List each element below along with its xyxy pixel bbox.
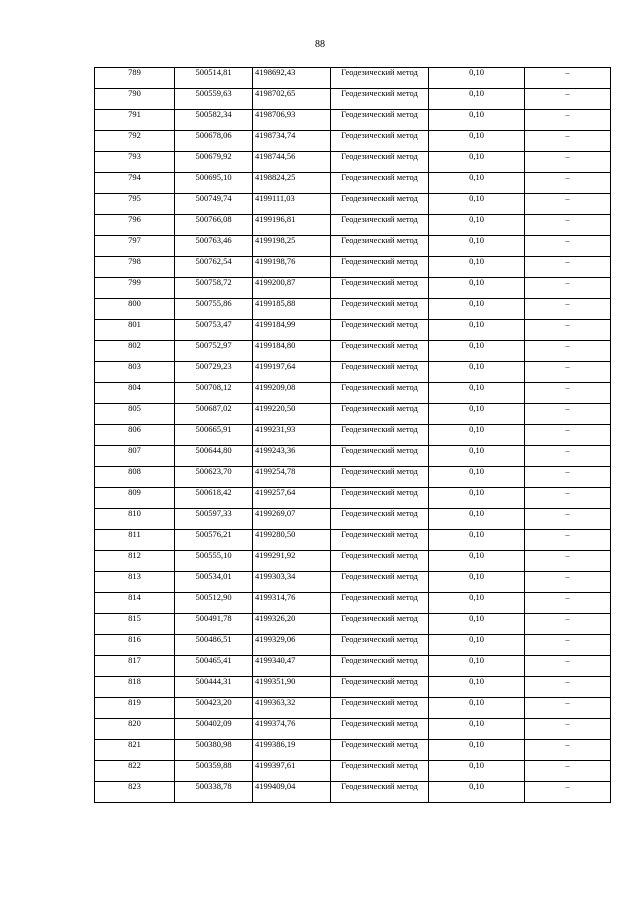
method-cell: Геодезический метод (331, 551, 429, 572)
y-coordinate-cell: 4198824,25 (253, 173, 331, 194)
method-cell: Геодезический метод (331, 593, 429, 614)
y-coordinate-cell: 4198734,74 (253, 131, 331, 152)
method-cell: Геодезический метод (331, 677, 429, 698)
description-cell: – (525, 278, 611, 299)
x-coordinate-cell: 500465,41 (175, 656, 253, 677)
description-cell: – (525, 404, 611, 425)
y-coordinate-cell: 4199269,07 (253, 509, 331, 530)
point-number-cell: 820 (95, 719, 175, 740)
y-coordinate-cell: 4199184,99 (253, 320, 331, 341)
x-coordinate-cell: 500623,70 (175, 467, 253, 488)
accuracy-cell: 0,10 (429, 341, 525, 362)
x-coordinate-cell: 500679,92 (175, 152, 253, 173)
point-number-cell: 818 (95, 677, 175, 698)
method-cell: Геодезический метод (331, 362, 429, 383)
method-cell: Геодезический метод (331, 404, 429, 425)
method-cell: Геодезический метод (331, 320, 429, 341)
accuracy-cell: 0,10 (429, 446, 525, 467)
table-row (95, 152, 611, 173)
description-cell: – (525, 110, 611, 131)
method-cell: Геодезический метод (331, 194, 429, 215)
description-cell: – (525, 740, 611, 761)
table-row (95, 173, 611, 194)
description-cell: – (525, 425, 611, 446)
x-coordinate-cell: 500514,81 (175, 68, 253, 89)
table-row (95, 362, 611, 383)
y-coordinate-cell: 4199185,88 (253, 299, 331, 320)
table-row (95, 110, 611, 131)
x-coordinate-cell: 500678,06 (175, 131, 253, 152)
point-number-cell: 807 (95, 446, 175, 467)
point-number-cell: 816 (95, 635, 175, 656)
description-cell: – (525, 215, 611, 236)
method-cell: Геодезический метод (331, 425, 429, 446)
y-coordinate-cell: 4199409,04 (253, 782, 331, 803)
table-row (95, 404, 611, 425)
description-cell: – (525, 488, 611, 509)
description-cell: – (525, 509, 611, 530)
accuracy-cell: 0,10 (429, 509, 525, 530)
x-coordinate-cell: 500766,08 (175, 215, 253, 236)
description-cell: – (525, 173, 611, 194)
method-cell: Геодезический метод (331, 173, 429, 194)
table-row (95, 425, 611, 446)
point-number-cell: 796 (95, 215, 175, 236)
x-coordinate-cell: 500755,86 (175, 299, 253, 320)
point-number-cell: 798 (95, 257, 175, 278)
description-cell: – (525, 677, 611, 698)
description-cell: – (525, 131, 611, 152)
point-number-cell: 791 (95, 110, 175, 131)
description-cell: – (525, 68, 611, 89)
point-number-cell: 803 (95, 362, 175, 383)
x-coordinate-cell: 500491,78 (175, 614, 253, 635)
method-cell: Геодезический метод (331, 530, 429, 551)
y-coordinate-cell: 4199220,50 (253, 404, 331, 425)
method-cell: Геодезический метод (331, 68, 429, 89)
description-cell: – (525, 614, 611, 635)
point-number-cell: 797 (95, 236, 175, 257)
x-coordinate-cell: 500758,72 (175, 278, 253, 299)
point-number-cell: 806 (95, 425, 175, 446)
point-number-cell: 819 (95, 698, 175, 719)
x-coordinate-cell: 500763,46 (175, 236, 253, 257)
point-number-cell: 817 (95, 656, 175, 677)
table-row (95, 761, 611, 782)
description-cell: – (525, 362, 611, 383)
x-coordinate-cell: 500534,01 (175, 572, 253, 593)
method-cell: Геодезический метод (331, 257, 429, 278)
accuracy-cell: 0,10 (429, 68, 525, 89)
x-coordinate-cell: 500687,02 (175, 404, 253, 425)
accuracy-cell: 0,10 (429, 152, 525, 173)
accuracy-cell: 0,10 (429, 131, 525, 152)
method-cell: Геодезический метод (331, 488, 429, 509)
accuracy-cell: 0,10 (429, 110, 525, 131)
table-row (95, 278, 611, 299)
description-cell: – (525, 446, 611, 467)
accuracy-cell: 0,10 (429, 740, 525, 761)
x-coordinate-cell: 500402,09 (175, 719, 253, 740)
description-cell: – (525, 719, 611, 740)
y-coordinate-cell: 4199196,81 (253, 215, 331, 236)
method-cell: Геодезический метод (331, 719, 429, 740)
method-cell: Геодезический метод (331, 383, 429, 404)
y-coordinate-cell: 4199197,64 (253, 362, 331, 383)
y-coordinate-cell: 4199363,32 (253, 698, 331, 719)
x-coordinate-cell: 500749,74 (175, 194, 253, 215)
y-coordinate-cell: 4199200,87 (253, 278, 331, 299)
accuracy-cell: 0,10 (429, 467, 525, 488)
y-coordinate-cell: 4199351,90 (253, 677, 331, 698)
y-coordinate-cell: 4199386,19 (253, 740, 331, 761)
description-cell: – (525, 194, 611, 215)
description-cell: – (525, 761, 611, 782)
description-cell: – (525, 593, 611, 614)
method-cell: Геодезический метод (331, 467, 429, 488)
accuracy-cell: 0,10 (429, 656, 525, 677)
accuracy-cell: 0,10 (429, 593, 525, 614)
method-cell: Геодезический метод (331, 635, 429, 656)
description-cell: – (525, 656, 611, 677)
accuracy-cell: 0,10 (429, 698, 525, 719)
method-cell: Геодезический метод (331, 698, 429, 719)
description-cell: – (525, 257, 611, 278)
coordinates-table-body (95, 68, 611, 803)
x-coordinate-cell: 500444,31 (175, 677, 253, 698)
table-row (95, 446, 611, 467)
point-number-cell: 804 (95, 383, 175, 404)
accuracy-cell: 0,10 (429, 761, 525, 782)
table-row (95, 341, 611, 362)
y-coordinate-cell: 4199314,76 (253, 593, 331, 614)
method-cell: Геодезический метод (331, 110, 429, 131)
method-cell: Геодезический метод (331, 446, 429, 467)
description-cell: – (525, 530, 611, 551)
y-coordinate-cell: 4199111,03 (253, 194, 331, 215)
method-cell: Геодезический метод (331, 299, 429, 320)
point-number-cell: 792 (95, 131, 175, 152)
x-coordinate-cell: 500559,63 (175, 89, 253, 110)
accuracy-cell: 0,10 (429, 677, 525, 698)
accuracy-cell: 0,10 (429, 425, 525, 446)
point-number-cell: 811 (95, 530, 175, 551)
y-coordinate-cell: 4198692,43 (253, 68, 331, 89)
accuracy-cell: 0,10 (429, 89, 525, 110)
table-row (95, 68, 611, 89)
y-coordinate-cell: 4199329,06 (253, 635, 331, 656)
method-cell: Геодезический метод (331, 614, 429, 635)
y-coordinate-cell: 4198702,65 (253, 89, 331, 110)
point-number-cell: 808 (95, 467, 175, 488)
point-number-cell: 789 (95, 68, 175, 89)
table-row (95, 530, 611, 551)
point-number-cell: 794 (95, 173, 175, 194)
method-cell: Геодезический метод (331, 656, 429, 677)
y-coordinate-cell: 4199231,93 (253, 425, 331, 446)
description-cell: – (525, 698, 611, 719)
x-coordinate-cell: 500752,97 (175, 341, 253, 362)
point-number-cell: 795 (95, 194, 175, 215)
table-row (95, 698, 611, 719)
y-coordinate-cell: 4198706,93 (253, 110, 331, 131)
table-row (95, 551, 611, 572)
point-number-cell: 809 (95, 488, 175, 509)
point-number-cell: 805 (95, 404, 175, 425)
description-cell: – (525, 572, 611, 593)
accuracy-cell: 0,10 (429, 383, 525, 404)
table-row (95, 614, 611, 635)
x-coordinate-cell: 500423,20 (175, 698, 253, 719)
method-cell: Геодезический метод (331, 89, 429, 110)
point-number-cell: 810 (95, 509, 175, 530)
point-number-cell: 823 (95, 782, 175, 803)
table-row (95, 89, 611, 110)
y-coordinate-cell: 4199209,08 (253, 383, 331, 404)
table-row (95, 677, 611, 698)
point-number-cell: 793 (95, 152, 175, 173)
y-coordinate-cell: 4199340,47 (253, 656, 331, 677)
description-cell: – (525, 467, 611, 488)
table-row (95, 383, 611, 404)
method-cell: Геодезический метод (331, 761, 429, 782)
x-coordinate-cell: 500582,34 (175, 110, 253, 131)
y-coordinate-cell: 4198744,56 (253, 152, 331, 173)
method-cell: Геодезический метод (331, 341, 429, 362)
table-row (95, 194, 611, 215)
table-row (95, 572, 611, 593)
accuracy-cell: 0,10 (429, 572, 525, 593)
x-coordinate-cell: 500665,91 (175, 425, 253, 446)
x-coordinate-cell: 500695,10 (175, 173, 253, 194)
accuracy-cell: 0,10 (429, 362, 525, 383)
x-coordinate-cell: 500644,80 (175, 446, 253, 467)
y-coordinate-cell: 4199243,36 (253, 446, 331, 467)
point-number-cell: 812 (95, 551, 175, 572)
accuracy-cell: 0,10 (429, 614, 525, 635)
table-row (95, 299, 611, 320)
accuracy-cell: 0,10 (429, 488, 525, 509)
accuracy-cell: 0,10 (429, 173, 525, 194)
point-number-cell: 822 (95, 761, 175, 782)
y-coordinate-cell: 4199374,76 (253, 719, 331, 740)
accuracy-cell: 0,10 (429, 194, 525, 215)
method-cell: Геодезический метод (331, 782, 429, 803)
point-number-cell: 821 (95, 740, 175, 761)
accuracy-cell: 0,10 (429, 530, 525, 551)
method-cell: Геодезический метод (331, 509, 429, 530)
y-coordinate-cell: 4199291,92 (253, 551, 331, 572)
table-row (95, 656, 611, 677)
accuracy-cell: 0,10 (429, 551, 525, 572)
y-coordinate-cell: 4199184,80 (253, 341, 331, 362)
method-cell: Геодезический метод (331, 278, 429, 299)
y-coordinate-cell: 4199397,61 (253, 761, 331, 782)
y-coordinate-cell: 4199254,78 (253, 467, 331, 488)
method-cell: Геодезический метод (331, 572, 429, 593)
table-row (95, 509, 611, 530)
accuracy-cell: 0,10 (429, 299, 525, 320)
point-number-cell: 802 (95, 341, 175, 362)
table-row (95, 488, 611, 509)
point-number-cell: 801 (95, 320, 175, 341)
accuracy-cell: 0,10 (429, 719, 525, 740)
x-coordinate-cell: 500380,98 (175, 740, 253, 761)
accuracy-cell: 0,10 (429, 236, 525, 257)
point-number-cell: 790 (95, 89, 175, 110)
y-coordinate-cell: 4199257,64 (253, 488, 331, 509)
x-coordinate-cell: 500512,90 (175, 593, 253, 614)
accuracy-cell: 0,10 (429, 215, 525, 236)
table-row (95, 740, 611, 761)
x-coordinate-cell: 500753,47 (175, 320, 253, 341)
method-cell: Геодезический метод (331, 131, 429, 152)
description-cell: – (525, 782, 611, 803)
point-number-cell: 800 (95, 299, 175, 320)
y-coordinate-cell: 4199198,25 (253, 236, 331, 257)
table-row (95, 719, 611, 740)
description-cell: – (525, 299, 611, 320)
description-cell: – (525, 635, 611, 656)
y-coordinate-cell: 4199303,34 (253, 572, 331, 593)
description-cell: – (525, 551, 611, 572)
table-row (95, 257, 611, 278)
table-row (95, 635, 611, 656)
description-cell: – (525, 152, 611, 173)
method-cell: Геодезический метод (331, 236, 429, 257)
x-coordinate-cell: 500618,42 (175, 488, 253, 509)
y-coordinate-cell: 4199198,76 (253, 257, 331, 278)
table-row (95, 782, 611, 803)
x-coordinate-cell: 500729,23 (175, 362, 253, 383)
table-row (95, 236, 611, 257)
point-number-cell: 799 (95, 278, 175, 299)
table-row (95, 593, 611, 614)
accuracy-cell: 0,10 (429, 257, 525, 278)
accuracy-cell: 0,10 (429, 278, 525, 299)
x-coordinate-cell: 500597,33 (175, 509, 253, 530)
description-cell: – (525, 383, 611, 404)
description-cell: – (525, 341, 611, 362)
accuracy-cell: 0,10 (429, 635, 525, 656)
point-number-cell: 814 (95, 593, 175, 614)
accuracy-cell: 0,10 (429, 404, 525, 425)
description-cell: – (525, 236, 611, 257)
method-cell: Геодезический метод (331, 740, 429, 761)
point-number-cell: 815 (95, 614, 175, 635)
x-coordinate-cell: 500708,12 (175, 383, 253, 404)
x-coordinate-cell: 500555,10 (175, 551, 253, 572)
accuracy-cell: 0,10 (429, 782, 525, 803)
method-cell: Геодезический метод (331, 152, 429, 173)
table-row (95, 131, 611, 152)
accuracy-cell: 0,10 (429, 320, 525, 341)
x-coordinate-cell: 500359,88 (175, 761, 253, 782)
x-coordinate-cell: 500762,54 (175, 257, 253, 278)
x-coordinate-cell: 500576,21 (175, 530, 253, 551)
coordinates-table (94, 67, 611, 803)
y-coordinate-cell: 4199326,20 (253, 614, 331, 635)
table-row (95, 215, 611, 236)
method-cell: Геодезический метод (331, 215, 429, 236)
table-row (95, 467, 611, 488)
point-number-cell: 813 (95, 572, 175, 593)
page-number: 88 (315, 39, 325, 50)
description-cell: – (525, 89, 611, 110)
table-row (95, 320, 611, 341)
x-coordinate-cell: 500338,78 (175, 782, 253, 803)
description-cell: – (525, 320, 611, 341)
y-coordinate-cell: 4199280,50 (253, 530, 331, 551)
x-coordinate-cell: 500486,51 (175, 635, 253, 656)
